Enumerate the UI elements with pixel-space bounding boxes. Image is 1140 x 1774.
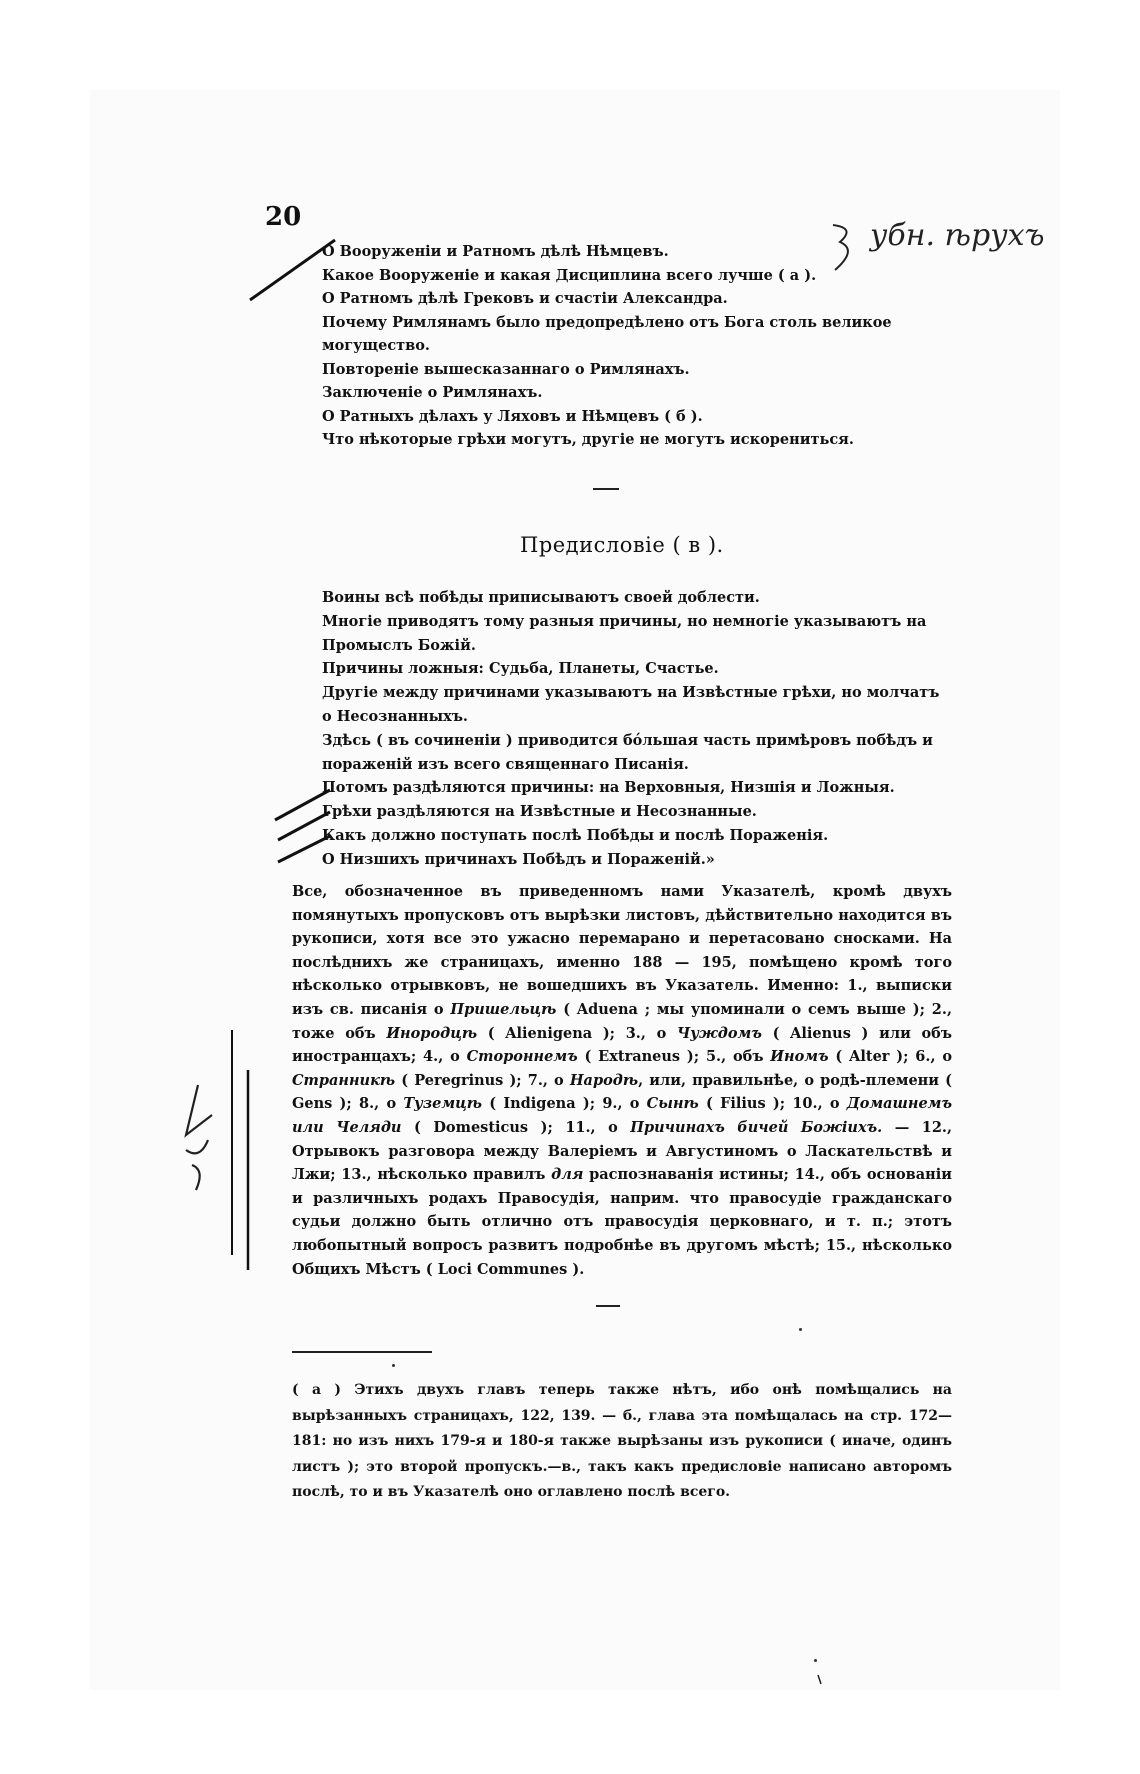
body-italic: Странникѣ (292, 1071, 396, 1089)
toc-line: О Вооруженіи и Ратномъ дѣлѣ Нѣмцевъ. (322, 243, 669, 260)
body-italic: Чуждомъ (676, 1024, 762, 1042)
body-italic: Домашнемъ или Челяди (292, 1095, 953, 1136)
toc-line: Повтореніе вышесказаннаго о Римлянахъ. (322, 360, 690, 378)
body-text: ( Filius ); 10., о (698, 1095, 847, 1113)
body-text: ( Peregrinus ); 7., о (395, 1071, 570, 1089)
toc-line: Какое Вооруженіе и какая Дисциплина всего лучше ( а ). (322, 266, 817, 284)
preface-line: Многіе приводятъ тому разныя причины, но немногіе указываютъ на Промыслъ Божій. (322, 612, 927, 654)
body-italic: Сынѣ (646, 1095, 699, 1113)
check-mark (278, 836, 330, 862)
toc-line: О Ратныхъ дѣлахъ у Ляховъ и Нѣмцевъ ( б ). (322, 407, 703, 425)
toc-line: Заключеніе о Римлянахъ. (322, 384, 543, 401)
body-italic: Стороннемъ (466, 1048, 578, 1066)
check-mark (250, 240, 335, 300)
preface-line: Воины всѣ побѣды приписываютъ своей доблести. (322, 589, 760, 606)
body-italic: Иномъ (770, 1048, 829, 1066)
body-italic: Народѣ (569, 1071, 639, 1089)
preface-line: Причины ложныя: Судьба, Планеты, Счастье. (322, 660, 719, 678)
preface-line: Какъ должно поступать послѣ Побѣды и послѣ Пораженія. (322, 826, 829, 844)
body-text: ( Aduena ; мы упоминали о семъ выше ); 2., тоже объ (292, 1000, 952, 1042)
body-italic: Туземцѣ (403, 1095, 482, 1113)
body-text: ( Alter ); 6., о (828, 1048, 952, 1066)
toc-line: Почему Римлянамъ было предопредѣлено отъ Бога столь великое могущество. (322, 313, 892, 354)
speck (818, 1675, 821, 1684)
footnote: ( а ) Этихъ двухъ главъ теперь также нѣтъ, ибо онѣ помѣщались на вырѣзанныхъ страницахъ, 122, 139. — б., глава эта помѣщалась на стр. 172—181: но изъ нихъ 179-я и 180-я также вырѣзаны изъ рукописи ( иначе, одинъ листъ ); это второй пропускъ.—в., такъ какъ предисловіе написано авторомъ послѣ, то и въ Указателѣ оно оглавлено послѣ всего. (292, 1382, 952, 1500)
preface-line: Здѣсь ( въ сочиненіи ) приводится бóльшая часть примѣровъ побѣдъ и пораженій изъ всего священнаго Писанія. (322, 731, 933, 773)
toc-line: О Ратномъ дѣлѣ Грековъ и счастіи Александра. (322, 290, 728, 307)
brace-mark (833, 225, 848, 270)
toc-line: Что нѣкоторые грѣхи могутъ, другіе не могутъ искорениться. (322, 431, 854, 448)
body-italic: Инородцѣ (386, 1024, 478, 1042)
body-italic: для (551, 1166, 584, 1184)
preface-line: Потомъ раздѣляются причины: на Верховныя, Низшія и Ложныя. (322, 779, 895, 797)
body-text: — 12., Отрывокъ разговора между Валеріемъ и Августиномъ о Ласкательствѣ и Лжи; 13., нѣсколько правилъ (292, 1118, 953, 1184)
body-text: ( Alienus ) или объ иностранцахъ; 4., о (292, 1024, 952, 1066)
handwritten-note: убн. ѣрухъ (870, 218, 1045, 253)
body-italic: Пришельцѣ (450, 1000, 557, 1018)
body-text: Все, обозначенное въ приведенномъ нами Указателѣ, кромѣ двухъ помянутыхъ пропусковъ отъ вырѣзки листовъ, дѣйствительно находится въ рукописи, хотя все это ужасно перемарано и перетасовано сносками. На послѣднихъ же страницахъ, именно 188 — 195, помѣщено кромѣ того нѣсколько отрывковъ, не вошедшихъ въ Указатель. Именно: 1., выписки изъ св. писанія о (292, 883, 952, 1018)
page-number: 20 (265, 202, 302, 232)
body-text: распознаванія истины; 14., объ основаніи и различныхъ родахъ Правосудія, наприм. что правосудіе гражданскаго судьи должно быть отлично отъ правосудія церковнаго, и т. п.; этотъ любопытный вопросъ развитъ подробнѣе въ другомъ мѣстѣ; 15., нѣсколько Общихъ Мѣстъ ( Loci Communes ). (292, 1166, 952, 1278)
body-italic: Причинахъ бичей Божіихъ. (630, 1118, 883, 1136)
body-text: ( Extraneus ); 5., объ (577, 1048, 771, 1066)
body-text: ( Domesticus ); 11., о (401, 1118, 631, 1136)
body-text: , или, правильнѣе, о родѣ-племени ( Gens ); 8., о (292, 1071, 953, 1113)
body-text: ( Indigena ); 9., о (481, 1095, 647, 1113)
preface-line: Грѣхи раздѣляются на Извѣстные и Несознанные. (322, 803, 757, 821)
preface-line: Другіе между причинами указываютъ на Извѣстные грѣхи, но молчатъ о Несознанныхъ. (322, 684, 940, 725)
margin-scribble (186, 1085, 212, 1190)
preface-line: О Низшихъ причинахъ Побѣдъ и Пораженій.» (322, 850, 715, 868)
check-mark (278, 812, 330, 840)
body-text: ( Alienigena ); 3., о (477, 1024, 677, 1042)
preface-title: Предисловіе ( в ). (520, 533, 724, 557)
